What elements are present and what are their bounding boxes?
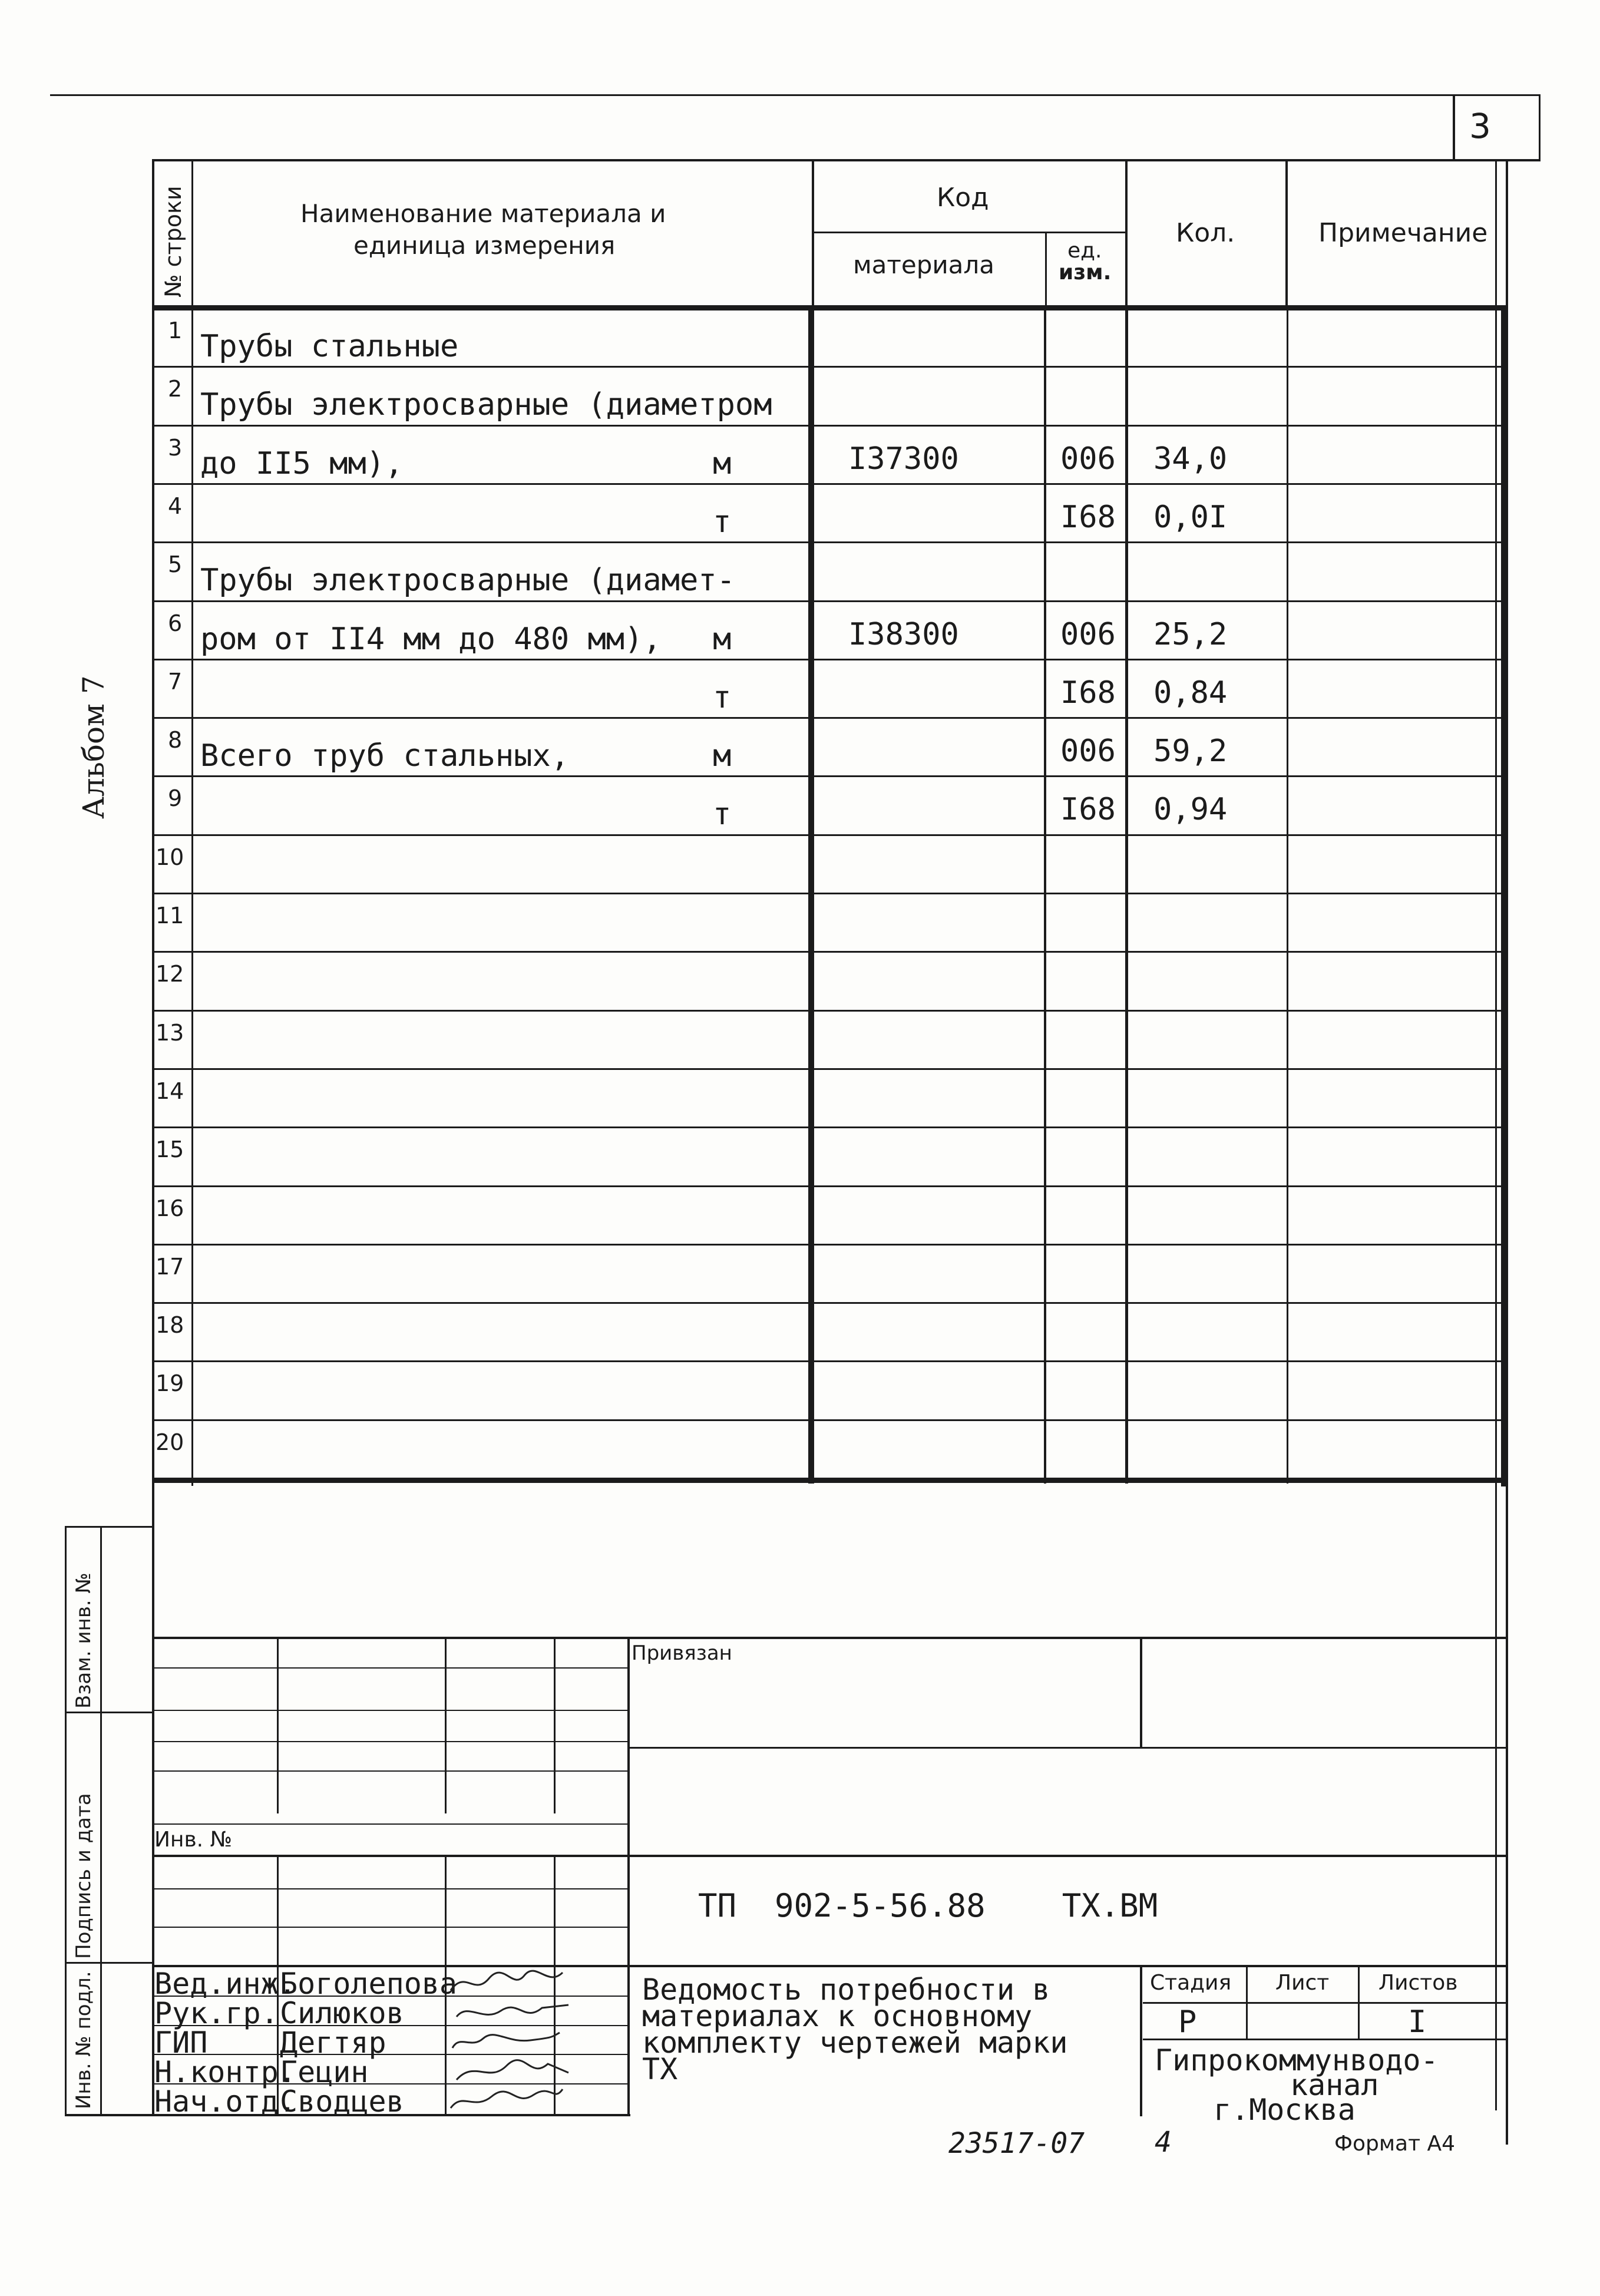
signatory-name: Боголепова bbox=[280, 1967, 458, 2001]
label-inv-orig: Инв. № подл. bbox=[72, 1971, 95, 2109]
sheet-number: 3 bbox=[1469, 106, 1491, 146]
header-code: Код bbox=[937, 183, 989, 213]
row-divider bbox=[152, 717, 1503, 719]
header-unit-2: изм. bbox=[1059, 260, 1112, 285]
material-name: до II5 мм), bbox=[200, 445, 404, 481]
quantity: 59,2 bbox=[1153, 734, 1228, 769]
doc-title-2: материалах к основному bbox=[642, 1999, 1033, 2033]
signatory-role: Нач.отд. bbox=[154, 2084, 296, 2119]
row-divider bbox=[152, 1244, 1503, 1246]
row-number: 8 bbox=[168, 727, 183, 754]
signature-scribble bbox=[448, 2026, 566, 2058]
measure-unit: м bbox=[713, 621, 732, 657]
sheet-label: Лист bbox=[1275, 1971, 1330, 1995]
signature-scribble bbox=[448, 2084, 566, 2117]
format-label: Формат А4 bbox=[1334, 2132, 1456, 2156]
row-number: 4 bbox=[168, 493, 183, 519]
unit-code: 006 bbox=[1060, 734, 1116, 769]
quantity: 0,84 bbox=[1153, 675, 1228, 711]
material-code: I38300 bbox=[848, 616, 959, 652]
row-number: 9 bbox=[168, 785, 183, 812]
row-divider bbox=[152, 659, 1503, 660]
stage-label: Стадия bbox=[1150, 1971, 1232, 1995]
row-divider bbox=[152, 1419, 1503, 1421]
row-number: 5 bbox=[168, 551, 183, 578]
row-divider bbox=[152, 1010, 1503, 1012]
measure-unit: т bbox=[713, 797, 732, 832]
row-number: 10 bbox=[156, 844, 184, 870]
row-divider bbox=[152, 951, 1503, 953]
quantity: 34,0 bbox=[1153, 441, 1228, 477]
org-line-1: Гипрокоммунводо- bbox=[1155, 2043, 1439, 2077]
material-name: Трубы стальные bbox=[200, 329, 459, 364]
doc-title-4: ТХ bbox=[642, 2052, 678, 2086]
row-number: 15 bbox=[156, 1137, 184, 1163]
sheet-box-left bbox=[1453, 94, 1455, 160]
header-bottom-rule bbox=[152, 305, 1507, 310]
sheets-label: Листов bbox=[1378, 1971, 1458, 1995]
signatory-name: Гецин bbox=[280, 2055, 369, 2089]
unit-code: I68 bbox=[1060, 792, 1116, 828]
label-sign-date: Подпись и дата bbox=[72, 1793, 95, 1959]
unit-code: I68 bbox=[1060, 675, 1116, 711]
row-number: 16 bbox=[156, 1195, 184, 1221]
row-divider bbox=[152, 1126, 1503, 1128]
header-name-line1: Наименование материала и bbox=[300, 199, 666, 228]
doc-number: 23517-07 bbox=[948, 2127, 1085, 2160]
header-material: материала bbox=[853, 250, 995, 279]
row-number: 3 bbox=[168, 434, 183, 461]
inv-no-label: Инв. № bbox=[154, 1828, 233, 1852]
measure-unit: м bbox=[713, 738, 732, 774]
signatory-name: Дегтяр bbox=[280, 2026, 386, 2060]
label-replace-inv: Взам. инв. № bbox=[72, 1572, 95, 1709]
material-code: I37300 bbox=[848, 441, 959, 477]
row-divider bbox=[152, 1302, 1503, 1304]
unit-code: 006 bbox=[1060, 441, 1116, 477]
signatory-name: Силюков bbox=[280, 1996, 404, 2030]
material-name: Всего труб стальных, bbox=[200, 738, 570, 774]
signature-scribble bbox=[454, 1996, 571, 2029]
row-divider bbox=[152, 1185, 1503, 1187]
row-divider bbox=[152, 366, 1503, 368]
row-number: 14 bbox=[156, 1078, 184, 1104]
signatory-name: Сводцев bbox=[280, 2084, 404, 2119]
measure-unit: т bbox=[713, 504, 732, 540]
row-divider bbox=[152, 600, 1503, 602]
doc-title-1: Ведомость потребности в bbox=[642, 1973, 1050, 2007]
unit-code: 006 bbox=[1060, 616, 1116, 652]
row-number: 2 bbox=[168, 376, 183, 402]
header-note: Примечание bbox=[1318, 218, 1488, 248]
material-name: ром от II4 мм до 480 мм), bbox=[200, 621, 662, 657]
row-number: 7 bbox=[168, 668, 183, 695]
row-number: 6 bbox=[168, 610, 183, 636]
album-label: Альбом 7 bbox=[77, 675, 111, 819]
signature-scribble bbox=[448, 1967, 566, 1999]
row-number: 17 bbox=[156, 1253, 184, 1280]
top-rule bbox=[50, 94, 1541, 96]
row-divider bbox=[152, 483, 1503, 485]
signatory-role: Рук.гр. bbox=[154, 1996, 279, 2030]
sheets-value: I bbox=[1408, 2004, 1427, 2040]
row-divider bbox=[152, 425, 1503, 427]
designation: ТП 902-5-56.88 ТХ.ВМ bbox=[698, 1887, 1158, 1924]
privyazan-label: Привязан bbox=[632, 1641, 732, 1665]
quantity: 0,0I bbox=[1153, 499, 1228, 535]
signatory-role: Н.контр. bbox=[154, 2055, 296, 2089]
header-row-no: № строки bbox=[160, 186, 186, 298]
stage-value: Р bbox=[1178, 2004, 1197, 2040]
row-divider bbox=[152, 1360, 1503, 1362]
header-unit-1: ед. bbox=[1067, 239, 1102, 263]
measure-unit: т bbox=[713, 679, 732, 715]
row-number: 19 bbox=[156, 1370, 184, 1397]
page-mark: 4 bbox=[1155, 2126, 1172, 2159]
row-number: 1 bbox=[168, 318, 183, 343]
frame-right-outer bbox=[1495, 160, 1497, 2110]
signatory-role: ГИП bbox=[154, 2026, 208, 2060]
org-line-3: г.Москва bbox=[1214, 2093, 1356, 2127]
org-line-2: канал bbox=[1290, 2068, 1379, 2102]
row-divider bbox=[152, 834, 1503, 836]
row-number: 12 bbox=[156, 961, 184, 987]
row-divider bbox=[152, 541, 1503, 543]
row-divider bbox=[152, 1068, 1503, 1070]
row-number: 11 bbox=[156, 903, 184, 929]
thick-right-rule bbox=[1501, 305, 1507, 1486]
signature-scribble bbox=[454, 2055, 571, 2087]
thick-left-rule bbox=[808, 305, 814, 1484]
row-number: 20 bbox=[156, 1429, 184, 1455]
measure-unit: м bbox=[713, 445, 732, 481]
row-number: 18 bbox=[156, 1312, 184, 1339]
row-divider bbox=[152, 893, 1503, 894]
quantity: 25,2 bbox=[1153, 616, 1228, 652]
sheet-box-right bbox=[1539, 94, 1541, 160]
header-name-line2: единица измерения bbox=[353, 231, 616, 260]
unit-code: I68 bbox=[1060, 499, 1116, 535]
sheet-box-bottom bbox=[152, 159, 1541, 161]
table-bottom-rule bbox=[152, 1478, 1507, 1483]
header-qty: Кол. bbox=[1176, 218, 1235, 248]
quantity: 0,94 bbox=[1153, 792, 1228, 828]
row-divider bbox=[152, 775, 1503, 777]
signatory-role: Вед.инж. bbox=[154, 1967, 296, 2001]
frame-left bbox=[152, 159, 154, 2115]
material-name: Трубы электросварные (диамет- bbox=[200, 563, 735, 599]
material-name: Трубы электросварные (диаметром bbox=[200, 387, 772, 423]
row-number: 13 bbox=[156, 1019, 184, 1046]
doc-title-3: комплекту чертежей марки bbox=[642, 2026, 1068, 2060]
